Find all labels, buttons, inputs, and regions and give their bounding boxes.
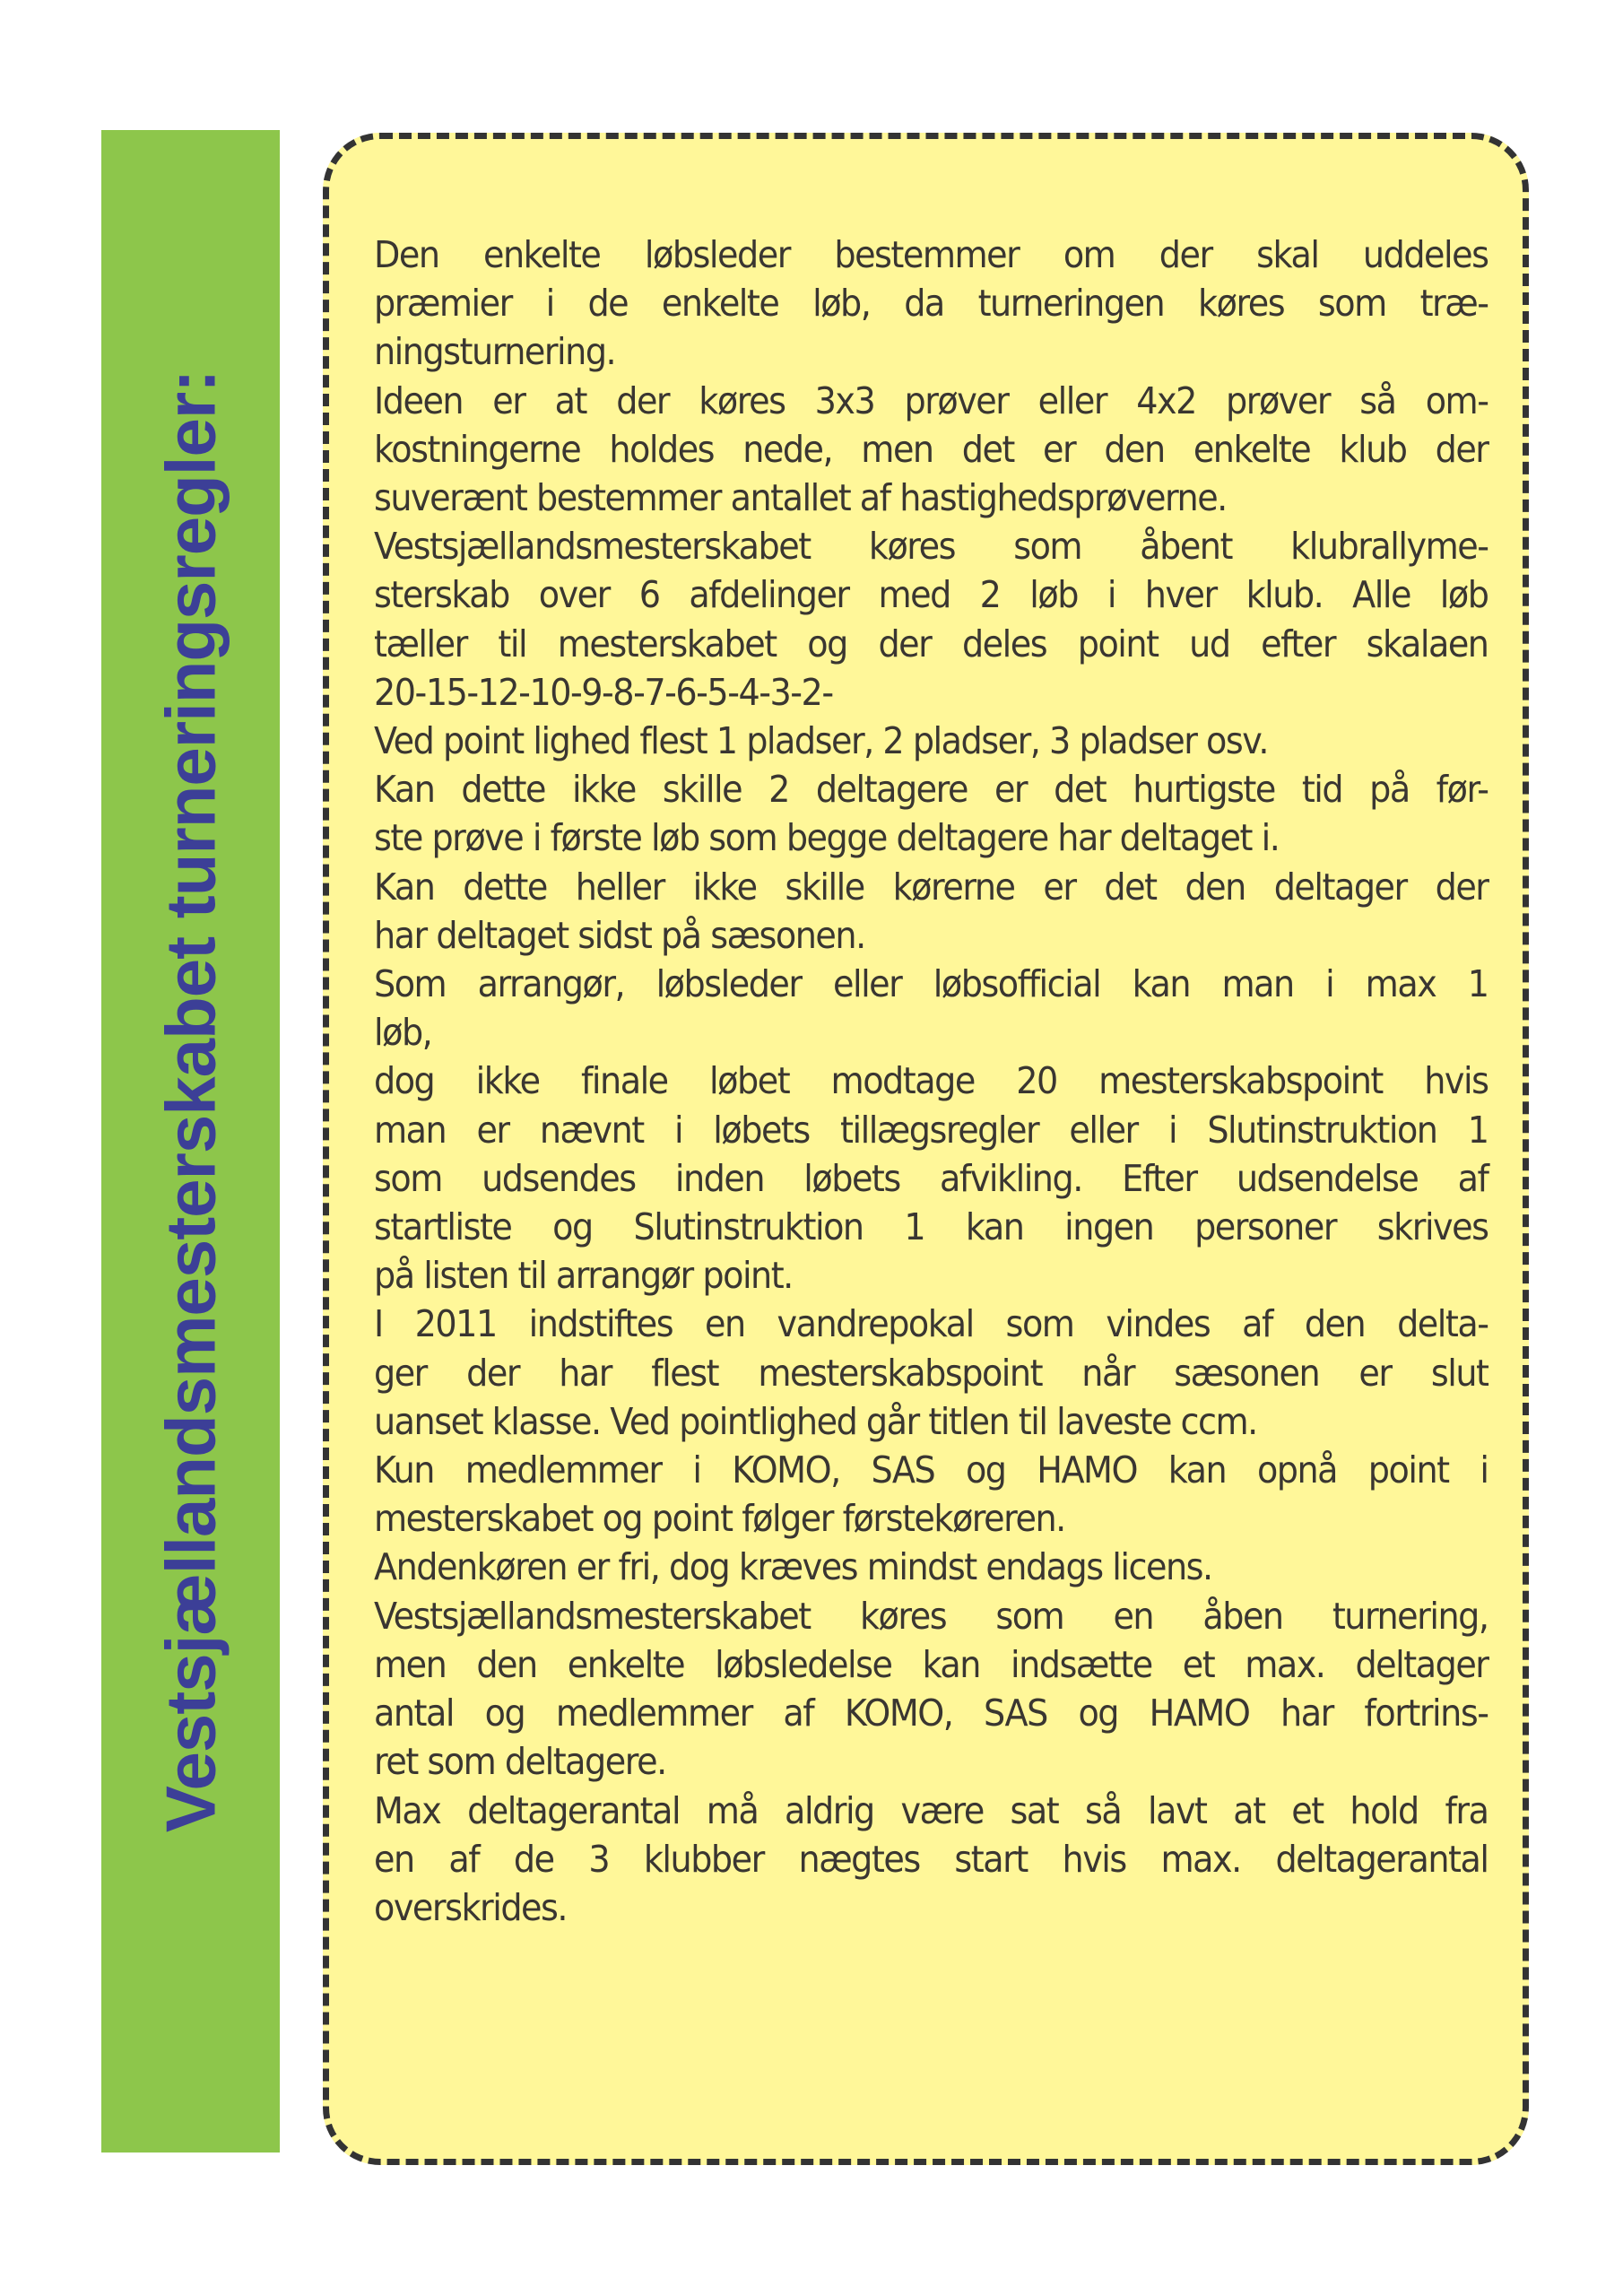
rules-line: ste prøve i første løb som begge deltagere har deltaget i. <box>374 816 1280 860</box>
rules-line: har deltaget sidst på sæsonen. <box>374 913 865 957</box>
rules-line: kostningerne holdes nede, men det er den enkelte klub der <box>374 427 1488 471</box>
rules-line: Max deltagerantal må aldrig være sat så lavt at et hold fra <box>374 1788 1488 1832</box>
rules-line: 20-15-12-10-9-8-7-6-5-4-3-2- <box>374 670 833 714</box>
rules-line: Vestsjællandsmesterskabet køres som åbent klubrallyme- <box>374 525 1488 569</box>
rules-line: I 2011 indstiftes en vandrepokal som vindes af den delta- <box>374 1302 1488 1346</box>
rules-line: Ideen er at der køres 3x3 prøver eller 4x2 prøver så om- <box>374 378 1488 422</box>
rules-line: en af de 3 klubber nægtes start hvis max. deltagerantal <box>374 1837 1488 1881</box>
rules-line: Som arrangør, løbsleder eller løbsofficial kan man i max 1 <box>374 962 1488 1006</box>
page-title: Vestsjællandsmesterskabet turneringsregler: <box>151 370 230 1832</box>
rules-line: Vestsjællandsmesterskabet køres som en åben turnering, <box>374 1594 1488 1638</box>
rules-line: men den enkelte løbsledelse kan indsætte et max. deltager <box>374 1642 1488 1686</box>
rules-line: Kun medlemmer i KOMO, SAS og HAMO kan opnå point i <box>374 1448 1488 1492</box>
rules-line: suverænt bestemmer antallet af hastighedsprøverne. <box>374 476 1227 520</box>
rules-line: som udsendes inden løbets afvikling. Efter udsendelse af <box>374 1156 1488 1200</box>
rules-line: løb, <box>374 1011 432 1055</box>
rules-box <box>323 133 1529 2165</box>
rules-line: uanset klasse. Ved pointlighed går titlen til laveste ccm. <box>374 1399 1257 1443</box>
rules-line: på listen til arrangør point. <box>374 1254 793 1298</box>
rules-line: ret som deltagere. <box>374 1740 666 1784</box>
rules-line: overskrides. <box>374 1885 568 1929</box>
rules-line: Kan dette ikke skille 2 deltagere er det hurtigste tid på før- <box>374 768 1488 812</box>
rules-line: Ved point lighed flest 1 pladser, 2 pladser, 3 pladser osv. <box>374 719 1269 763</box>
rules-line: sterskab over 6 afdelinger med 2 løb i hver klub. Alle løb <box>374 573 1488 617</box>
rules-line: startliste og Slutinstruktion 1 kan ingen personer skrives <box>374 1205 1488 1249</box>
rules-line: dog ikke finale løbet modtage 20 mesterskabspoint hvis <box>374 1059 1488 1103</box>
title-banner <box>101 130 280 2152</box>
rules-line: Andenkøren er fri, dog kræves mindst endags licens. <box>374 1545 1212 1589</box>
rules-line: antal og medlemmer af KOMO, SAS og HAMO har fortrins- <box>374 1692 1488 1735</box>
rules-line: Kan dette heller ikke skille kørerne er det den deltager der <box>374 865 1488 909</box>
rules-line: ger der har flest mesterskabspoint når sæsonen er slut <box>374 1351 1488 1395</box>
rules-line: ningsturnering. <box>374 330 616 374</box>
rules-text <box>374 230 1488 1932</box>
rules-line: man er nævnt i løbets tillægsregler eller i Slutinstruktion 1 <box>374 1108 1488 1152</box>
rules-line: mesterskabet og point følger førstekøreren. <box>374 1497 1065 1541</box>
rules-line: Den enkelte løbsleder bestemmer om der skal uddeles <box>374 233 1488 276</box>
rules-line: præmier i de enkelte løb, da turneringen køres som træ- <box>374 282 1488 326</box>
rules-line: tæller til mesterskabet og der deles point ud efter skalaen <box>374 622 1488 665</box>
